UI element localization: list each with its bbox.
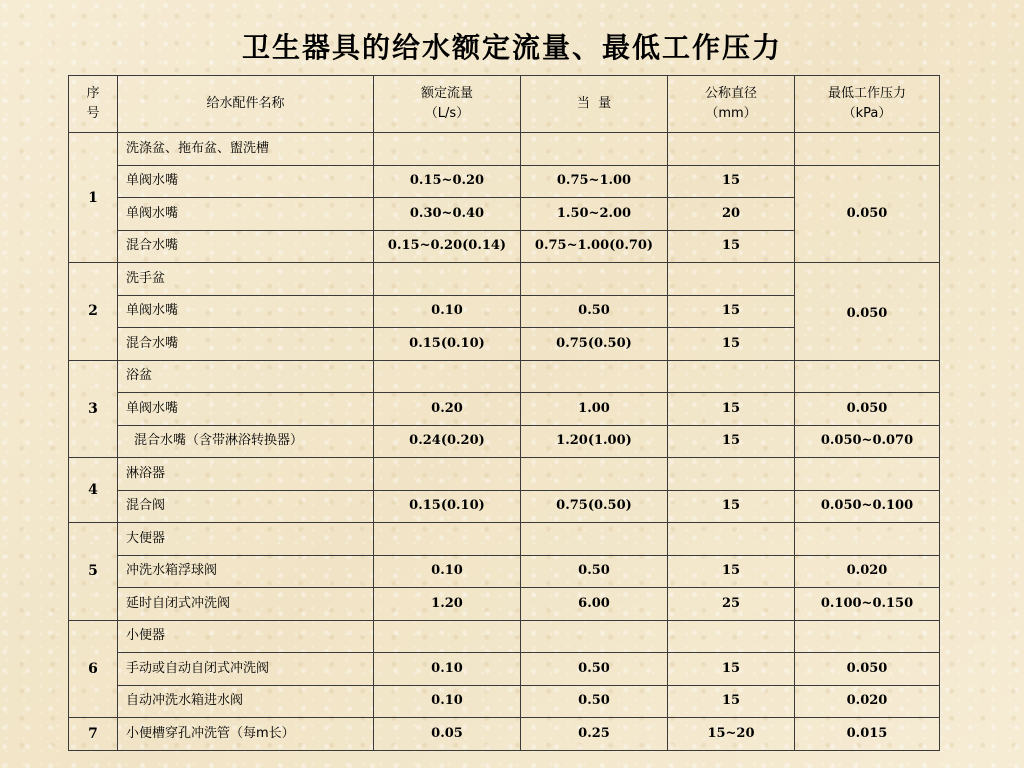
table-row (69, 458, 940, 491)
empty-cell (521, 458, 668, 491)
empty-cell (668, 263, 795, 296)
header-rated-flow: 额定流量 （L/s） (374, 76, 521, 133)
nominal-diameter: 15 (668, 165, 795, 198)
rated-flow: 0.10 (374, 685, 521, 718)
empty-cell (374, 360, 521, 393)
table-header-row (69, 76, 940, 133)
table-row (69, 588, 940, 621)
table-row (69, 685, 940, 718)
table-row (69, 165, 940, 198)
header-min-pressure: 最低工作压力 （kPa） (795, 76, 940, 133)
min-pressure: 0.050 (795, 165, 940, 263)
serial-number: 1 (69, 133, 118, 263)
rated-flow: 0.10 (374, 555, 521, 588)
serial-number: 3 (69, 360, 118, 458)
nominal-diameter: 15 (668, 555, 795, 588)
fitting-name: 混合水嘴 (118, 230, 374, 263)
equivalent: 0.25 (521, 718, 668, 751)
category-name: 洗涤盆、拖布盆、盥洗槽 (118, 133, 374, 166)
fitting-name: 小便槽穿孔冲洗管（每m长） (118, 718, 374, 751)
serial-number: 5 (69, 523, 118, 621)
table-row (69, 523, 940, 556)
rated-flow: 0.05 (374, 718, 521, 751)
fitting-name: 单阀水嘴 (118, 295, 374, 328)
serial-number: 7 (69, 718, 118, 751)
min-pressure: 0.050~0.100 (795, 490, 940, 523)
equivalent: 0.50 (521, 295, 668, 328)
empty-cell (374, 523, 521, 556)
rated-flow: 0.15(0.10) (374, 490, 521, 523)
header-equivalent: 当 量 (521, 76, 668, 133)
equivalent: 1.50~2.00 (521, 198, 668, 231)
min-pressure: 0.020 (795, 555, 940, 588)
serial-number: 2 (69, 263, 118, 361)
table-row (69, 263, 940, 296)
fitting-name: 混合水嘴（含带淋浴转换器） (118, 425, 374, 458)
rated-flow: 0.15~0.20 (374, 165, 521, 198)
table-row (69, 718, 940, 751)
empty-cell (521, 360, 668, 393)
empty-cell (374, 620, 521, 653)
nominal-diameter: 15 (668, 230, 795, 263)
nominal-diameter: 15~20 (668, 718, 795, 751)
equivalent: 0.75~1.00(0.70) (521, 230, 668, 263)
table-row (69, 490, 940, 523)
table-row (69, 393, 940, 426)
min-pressure: 0.050 (795, 263, 940, 361)
page-title: 卫生器具的给水额定流量、最低工作压力 (241, 31, 782, 64)
empty-cell (374, 133, 521, 166)
rated-flow: 0.10 (374, 653, 521, 686)
empty-cell (374, 458, 521, 491)
empty-cell (795, 620, 940, 653)
min-pressure: 0.050~0.070 (795, 425, 940, 458)
table-row (69, 360, 940, 393)
nominal-diameter: 15 (668, 425, 795, 458)
rated-flow: 0.20 (374, 393, 521, 426)
empty-cell (668, 133, 795, 166)
equivalent: 1.20(1.00) (521, 425, 668, 458)
nominal-diameter: 15 (668, 328, 795, 361)
nominal-diameter: 15 (668, 295, 795, 328)
empty-cell (795, 360, 940, 393)
fitting-name: 单阀水嘴 (118, 393, 374, 426)
fitting-name: 自动冲洗水箱进水阀 (118, 685, 374, 718)
equivalent: 0.50 (521, 555, 668, 588)
fitting-name: 单阀水嘴 (118, 165, 374, 198)
nominal-diameter: 20 (668, 198, 795, 231)
table-row (69, 620, 940, 653)
empty-cell (668, 523, 795, 556)
equivalent: 0.75~1.00 (521, 165, 668, 198)
min-pressure: 0.100~0.150 (795, 588, 940, 621)
empty-cell (668, 620, 795, 653)
rated-flow: 1.20 (374, 588, 521, 621)
empty-cell (374, 263, 521, 296)
min-pressure: 0.050 (795, 393, 940, 426)
nominal-diameter: 15 (668, 653, 795, 686)
nominal-diameter: 15 (668, 685, 795, 718)
serial-number: 6 (69, 620, 118, 718)
empty-cell (795, 523, 940, 556)
fitting-name: 混合水嘴 (118, 328, 374, 361)
category-name: 浴盆 (118, 360, 374, 393)
empty-cell (521, 263, 668, 296)
empty-cell (521, 133, 668, 166)
nominal-diameter: 15 (668, 393, 795, 426)
rated-flow: 0.30~0.40 (374, 198, 521, 231)
fitting-name: 单阀水嘴 (118, 198, 374, 231)
table-row (69, 133, 940, 166)
empty-cell (795, 133, 940, 166)
fitting-name: 混合阀 (118, 490, 374, 523)
rated-flow: 0.10 (374, 295, 521, 328)
nominal-diameter: 15 (668, 490, 795, 523)
empty-cell (668, 360, 795, 393)
equivalent: 0.50 (521, 685, 668, 718)
empty-cell (521, 620, 668, 653)
header-serial-number: 序 号 (69, 76, 118, 133)
nominal-diameter: 25 (668, 588, 795, 621)
water-supply-spec-table (68, 75, 940, 751)
empty-cell (668, 458, 795, 491)
min-pressure: 0.015 (795, 718, 940, 751)
category-name: 大便器 (118, 523, 374, 556)
rated-flow: 0.15~0.20(0.14) (374, 230, 521, 263)
rated-flow: 0.15(0.10) (374, 328, 521, 361)
table-row (69, 653, 940, 686)
fitting-name: 手动或自动自闭式冲洗阀 (118, 653, 374, 686)
min-pressure: 0.020 (795, 685, 940, 718)
serial-number: 4 (69, 458, 118, 523)
min-pressure: 0.050 (795, 653, 940, 686)
equivalent: 1.00 (521, 393, 668, 426)
empty-cell (521, 523, 668, 556)
category-name: 小便器 (118, 620, 374, 653)
equivalent: 0.75(0.50) (521, 490, 668, 523)
empty-cell (795, 458, 940, 491)
fitting-name: 延时自闭式冲洗阀 (118, 588, 374, 621)
equivalent: 0.75(0.50) (521, 328, 668, 361)
table-row (69, 555, 940, 588)
fitting-name: 冲洗水箱浮球阀 (118, 555, 374, 588)
equivalent: 0.50 (521, 653, 668, 686)
category-name: 淋浴器 (118, 458, 374, 491)
header-fitting-name: 给水配件名称 (118, 76, 374, 133)
header-nominal-diameter: 公称直径 （mm） (668, 76, 795, 133)
category-name: 洗手盆 (118, 263, 374, 296)
equivalent: 6.00 (521, 588, 668, 621)
table-row (69, 425, 940, 458)
rated-flow: 0.24(0.20) (374, 425, 521, 458)
